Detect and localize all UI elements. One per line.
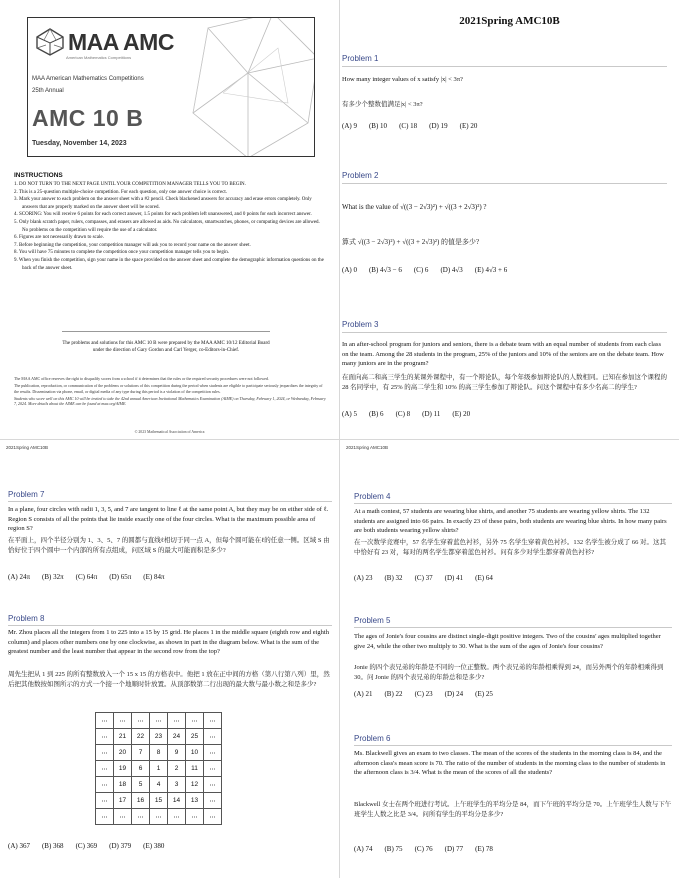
grid-cell: 4 (150, 777, 168, 793)
choice-b[interactable]: (B) 4√3 − 6 (368, 266, 402, 274)
grid-cell: 12 (186, 777, 204, 793)
grid-cell: 23 (150, 729, 168, 745)
choice-b[interactable]: (B) 32 (384, 574, 403, 582)
instruction-item: 7. Before beginning the competition, your competition manager will ask you to record your name on the answer sheet. (14, 242, 251, 248)
choice-d[interactable]: (D) 41 (444, 574, 464, 582)
fine-print-publication: The publication, reproduction, or communication of the problems or solutions of this competition during the period when students are eligible to participate seriously jeopardizes the integrity of the results. Dissemination via phone, email, or digital media of any type during this period is a violation of the competition rules. (14, 383, 323, 394)
grid-row (96, 729, 222, 745)
cover-page (0, 0, 339, 439)
choice-a[interactable]: (A) 367 (8, 842, 30, 850)
grid-cell: ⋯ (204, 809, 222, 825)
instruction-item: 3. Mark your answer to each problem on the answer sheet with a #2 pencil. Check blackened answers for accuracy and erase errors completely. Only answers that are properly marked on the answer sheet will be scored. (14, 197, 312, 210)
maa-logo-icon (36, 28, 64, 56)
problem-8-choices (8, 842, 176, 850)
problem-3-rule (342, 332, 667, 333)
cover-annual: 25th Annual (32, 88, 64, 94)
page-header: 2021Spring AMC10B (459, 15, 560, 27)
cover-date: Tuesday, November 14, 2023 (32, 140, 127, 147)
grid-row (96, 761, 222, 777)
grid-cell: ⋯ (96, 777, 114, 793)
choice-c[interactable]: (C) 64π (75, 573, 98, 581)
grid-cell: ⋯ (96, 761, 114, 777)
choice-b[interactable]: (B) 10 (368, 122, 388, 130)
choice-e[interactable]: (E) 25 (475, 690, 493, 698)
grid-cell: ⋯ (114, 809, 132, 825)
grid-cell: ⋯ (186, 809, 204, 825)
grid-cell: 24 (168, 729, 186, 745)
instruction-item: 2. This is a 25-question multiple-choice competition. For each question, only one answer choice is correct. (14, 189, 228, 195)
grid-cell: 9 (168, 745, 186, 761)
fine-print-aime: Students who score well on this AMC 10 will be invited to take the 42nd annual American Invitational Mathematics Examination (AIME) on Thursday, February 1, 2024, or Wednesday, February 7, 2024. More details about the AIME can be found at maa.org/AIME. (14, 395, 326, 407)
problem-6-heading: Problem 6 (354, 734, 391, 743)
grid-cell: 13 (186, 793, 204, 809)
grid-cell: 2 (168, 761, 186, 777)
problem-4-text-cn: 在一次数学竞赛中，57 名学生穿着蓝色衬衫，另外 75 名学生穿着黄色衬衫。132 名学生被分成了 66 对。这其中恰好有 23 对，每对的两名学生都穿着蓝色衬衫。问有多少对学生都穿着黄色衬衫? (354, 539, 666, 556)
choice-e[interactable]: (E) 4√3 + 6 (474, 266, 508, 274)
grid-row (96, 745, 222, 761)
grid-cell: 14 (168, 793, 186, 809)
choice-e[interactable]: (E) 380 (143, 842, 165, 850)
problem-3-choices (342, 410, 482, 418)
choice-e[interactable]: (E) 20 (459, 122, 478, 130)
grid-cell: ⋯ (96, 793, 114, 809)
choice-a[interactable]: (A) 74 (354, 845, 373, 853)
grid-cell: ⋯ (204, 729, 222, 745)
problem-8-rule (8, 625, 332, 626)
problem-2-text: What is the value of √((3 − 2√3)²) + √((3 + 2√3)²) ? (342, 203, 487, 211)
choice-b[interactable]: (B) 368 (41, 842, 64, 850)
problems-page-1-3 (340, 0, 679, 439)
choice-c[interactable]: (C) 6 (413, 266, 429, 274)
problem-2-choices (342, 266, 519, 274)
problem-8-heading: Problem 8 (8, 614, 45, 623)
problem-5-heading: Problem 5 (354, 616, 391, 625)
grid-cell: 16 (132, 793, 150, 809)
instruction-item: 9. When you finish the competition, sign your name in the space provided on the answer sheet and complete the demographic information questions on the back of the answer sheet. (14, 257, 324, 271)
cover-fine-print (14, 376, 326, 408)
problem-4-choices (354, 574, 505, 582)
grid-row (96, 777, 222, 793)
problem-5-rule (354, 627, 672, 628)
choice-a[interactable]: (A) 9 (342, 122, 357, 130)
grid-cell: ⋯ (168, 713, 186, 729)
grid-cell: ⋯ (204, 761, 222, 777)
grid-cell: 7 (132, 745, 150, 761)
problem-8-text: Mr. Zhou places all the integers from 1 to 225 into a 15 by 15 grid. He places 1 in the middle square (eighth row and eighth column) and places other numbers one by one clockwise, as shown in part in the diagram below. What is the sum of the greatest number and the least number that appear in the second row from the top? (8, 629, 329, 655)
choice-d[interactable]: (D) 11 (422, 410, 441, 418)
choice-a[interactable]: (A) 5 (342, 410, 357, 418)
page-header: 2021Spring AMC10B (6, 445, 49, 450)
choice-b[interactable]: (B) 22 (384, 690, 403, 698)
grid-cell: ⋯ (168, 809, 186, 825)
grid-cell: ⋯ (204, 793, 222, 809)
problem-5-text: The ages of Jonie's four cousins are distinct single-digit positive integers. Two of the cousins' ages multiplied together give 24, while the other two multiply to 30. What is the sum of the ages of Jonie's four cousins? (354, 633, 661, 650)
grid-cell: 10 (186, 745, 204, 761)
problem-6-text: Ms. Blackwell gives an exam to two classes. The mean of the scores of the students in the morning class is 84, and the afternoon class's mean score is 70. The ratio of the number of students in the morning class to the number of students in the afternoon class is 3/4. What is the mean of the scores of all the students? (354, 750, 666, 776)
grid-cell: 19 (114, 761, 132, 777)
grid-row (96, 809, 222, 825)
grid-cell: ⋯ (96, 809, 114, 825)
instructions-title: INSTRUCTIONS (14, 172, 63, 179)
problem-5-choices (354, 690, 505, 698)
maa-logo (36, 28, 174, 56)
choice-a[interactable]: (A) 24π (8, 573, 31, 581)
grid-cell: ⋯ (96, 729, 114, 745)
grid-cell: 11 (186, 761, 204, 777)
choice-a[interactable]: (A) 0 (342, 266, 357, 274)
cover-rule (62, 331, 270, 332)
instruction-item: 4. SCORING: You will receive 6 points for each correct answer, 1.5 points for each problem left unanswered, and 0 points for each incorrect answer. (14, 212, 312, 218)
problem-7-rule (8, 501, 332, 502)
problem-2-rule (342, 183, 667, 184)
problem-3-heading: Problem 3 (342, 320, 379, 329)
grid-cell: ⋯ (132, 713, 150, 729)
problem-6-choices (354, 845, 505, 853)
problem-1-text-cn: 有多少个整数值满足|x| < 3π? (342, 101, 423, 108)
instruction-item: 6. Figures are not necessarily drawn to scale. (14, 235, 104, 241)
choice-b[interactable]: (B) 6 (368, 410, 384, 418)
problem-6-rule (354, 745, 672, 746)
cover-banner (27, 17, 315, 157)
page-header: 2021Spring AMC10B (346, 445, 389, 450)
choice-c[interactable]: (C) 8 (395, 410, 411, 418)
problem-6-text-cn: Blackwell 女士在两个班进行考试。上午班学生的平均分是 84，而下午班的平均分是 70。上午班学生人数与下午班学生人数之比是 3/4。问所有学生的平均分是多少? (354, 801, 672, 818)
choice-c[interactable]: (C) 369 (75, 842, 98, 850)
grid-cell: 3 (168, 777, 186, 793)
choice-d[interactable]: (D) 4√3 (440, 266, 463, 274)
polyhedron-graphic (178, 18, 315, 157)
choice-e[interactable]: (E) 64 (475, 574, 493, 582)
grid-row (96, 793, 222, 809)
problem-1-rule (342, 66, 667, 67)
grid-cell: 1 (150, 761, 168, 777)
problem-4-rule (354, 503, 672, 504)
cover-organization: MAA American Mathematics Competitions (32, 76, 144, 82)
grid-cell: ⋯ (204, 713, 222, 729)
choice-b[interactable]: (B) 32π (42, 573, 64, 581)
grid-cell: ⋯ (204, 777, 222, 793)
spiral-number-grid (95, 712, 222, 825)
grid-cell: 5 (132, 777, 150, 793)
choice-d[interactable]: (D) 65π (109, 573, 132, 581)
instruction-item: 1. DO NOT TURN TO THE NEXT PAGE UNTIL YOUR COMPETITION MANAGER TELLS YOU TO BEGIN. (14, 182, 246, 187)
choice-c[interactable]: (C) 23 (414, 690, 433, 698)
grid-cell: ⋯ (96, 713, 114, 729)
instruction-item: 8. You will have 75 minutes to complete the competition once your competition manager tells you to begin. (14, 250, 229, 256)
choice-d[interactable]: (D) 379 (109, 842, 132, 850)
grid-row (96, 713, 222, 729)
problem-1-text: How many integer values of x satisfy |x| < 3π? (342, 76, 463, 83)
grid-cell: ⋯ (96, 745, 114, 761)
prepared-by: The problems and solutions for this AMC 10 B were prepared by the MAA AMC 10/12 Editorial Board under the direction of Gary Gordon and Carl Yerger, co-Editors-in-Chief. (62, 341, 270, 353)
grid-cell: ⋯ (114, 713, 132, 729)
grid-cell: 17 (114, 793, 132, 809)
grid-cell: 8 (150, 745, 168, 761)
problems-page-4-6 (340, 440, 679, 878)
choice-c[interactable]: (C) 76 (414, 845, 433, 853)
grid-cell: ⋯ (186, 713, 204, 729)
problem-5-text-cn: Jonie 的四个表兄弟的年龄是不同的一位正整数。两个表兄弟的年龄相乘得到 24，而另外两个的年龄相乘得到 30。问 Jonie 的四个表兄弟的年龄总和是多少? (354, 664, 664, 681)
grid-cell: ⋯ (150, 809, 168, 825)
grid-cell: ⋯ (150, 713, 168, 729)
grid-cell: 6 (132, 761, 150, 777)
logo-text: MAA AMC (68, 28, 174, 55)
problem-7-heading: Problem 7 (8, 490, 45, 499)
choice-c[interactable]: (C) 18 (399, 122, 418, 130)
choice-e[interactable]: (E) 78 (475, 845, 493, 853)
problem-3-text-cn: 在面向高二和高三学生的某课外课程中，有一个辩论队，每个年级参加辩论队的人数相同。已知在参加这个课程的 28 名同学中，有 25% 的高二学生和 10% 的高三学生参加了辩论队。问这个课程中有多少名高二的学生? (342, 374, 667, 391)
choice-d[interactable]: (D) 19 (429, 122, 448, 130)
grid-cell: 15 (150, 793, 168, 809)
choice-d[interactable]: (D) 24 (444, 690, 464, 698)
fine-print-security: The MAA AMC office reserves the right to disqualify scores from a school if it determines that the rules or the required security procedures were not followed. (14, 376, 269, 381)
choice-e[interactable]: (E) 84π (143, 573, 165, 581)
cover-title: AMC 10 B (32, 105, 144, 131)
choice-c[interactable]: (C) 37 (414, 574, 433, 582)
problem-3-text: In an after-school program for juniors and seniors, there is a debate team with an equal number of students from each class on the team. Among the 28 students in the program, 25% of the juniors and 10% of the seniors are on the debate team. How many juniors are in the program? (342, 341, 664, 367)
choice-b[interactable]: (B) 75 (384, 845, 403, 853)
problem-8-text-cn: 周先生把从 1 到 225 的所有整数放入一个 15 x 15 的方格表中。他把 1 放在正中间的方格（第八行第八列）里，然后把其他数按如图所示的方式一个接一个地顺时针放置。从顶部数第二行出现的最大数与最小数之和是多少? (8, 671, 330, 688)
instructions-list (14, 181, 326, 272)
problem-2-heading: Problem 2 (342, 171, 379, 180)
problem-4-text: At a math contest, 57 students are wearing blue shirts, and another 75 students are wearing yellow shirts. The 132 students are assigned into 66 pairs. In exactly 23 of these pairs, both students are wearing blue shirts. In how many pairs are both students wearing yellow shirts? (354, 508, 667, 534)
problem-7-text-cn: 在平面上，四个半径分别为 1、3、5、7 的圆都与直线ℓ相切于同一点 A，但每个圆可能在ℓ的任意一侧。区域 S 由恰好位于四个圆中一个内部的所有点组成，问区域 S 的最大可能面积是多少? (8, 537, 330, 554)
problem-2-text-cn: 算式 √((3 − 2√3)²) + √((3 + 2√3)²) 的值是多少? (342, 238, 480, 246)
problems-page-7-8 (0, 440, 339, 878)
grid-cell: 18 (114, 777, 132, 793)
problem-1-choices (342, 122, 489, 130)
choice-a[interactable]: (A) 21 (354, 690, 373, 698)
choice-a[interactable]: (A) 23 (354, 574, 373, 582)
choice-e[interactable]: (E) 20 (452, 410, 471, 418)
problem-1-heading: Problem 1 (342, 54, 379, 63)
logo-subtitle: American Mathematics Competitions (66, 55, 132, 60)
grid-cell: ⋯ (204, 745, 222, 761)
grid-cell: 25 (186, 729, 204, 745)
grid-cell: 20 (114, 745, 132, 761)
problem-7-text: In a plane, four circles with radii 1, 3, 5, and 7 are tangent to line ℓ at the same point A, but they may be on either side of ℓ. Region S consists of all the points that lie inside exactly one of the four circles. What is the maximum possible area of region S? (8, 506, 329, 532)
problem-4-heading: Problem 4 (354, 492, 391, 501)
choice-d[interactable]: (D) 77 (444, 845, 464, 853)
grid-cell: 22 (132, 729, 150, 745)
grid-cell: 21 (114, 729, 132, 745)
instruction-item: 5. Only blank scratch paper, rulers, compasses, and erasers are allowed as aids. No calculators, smartwatches, phones, or computing devices are allowed. No problems on the competition will require the use of a calculator. (14, 219, 320, 233)
grid-cell: ⋯ (132, 809, 150, 825)
problem-7-choices (8, 573, 177, 581)
copyright: © 2023 Mathematical Association of America (134, 430, 205, 434)
